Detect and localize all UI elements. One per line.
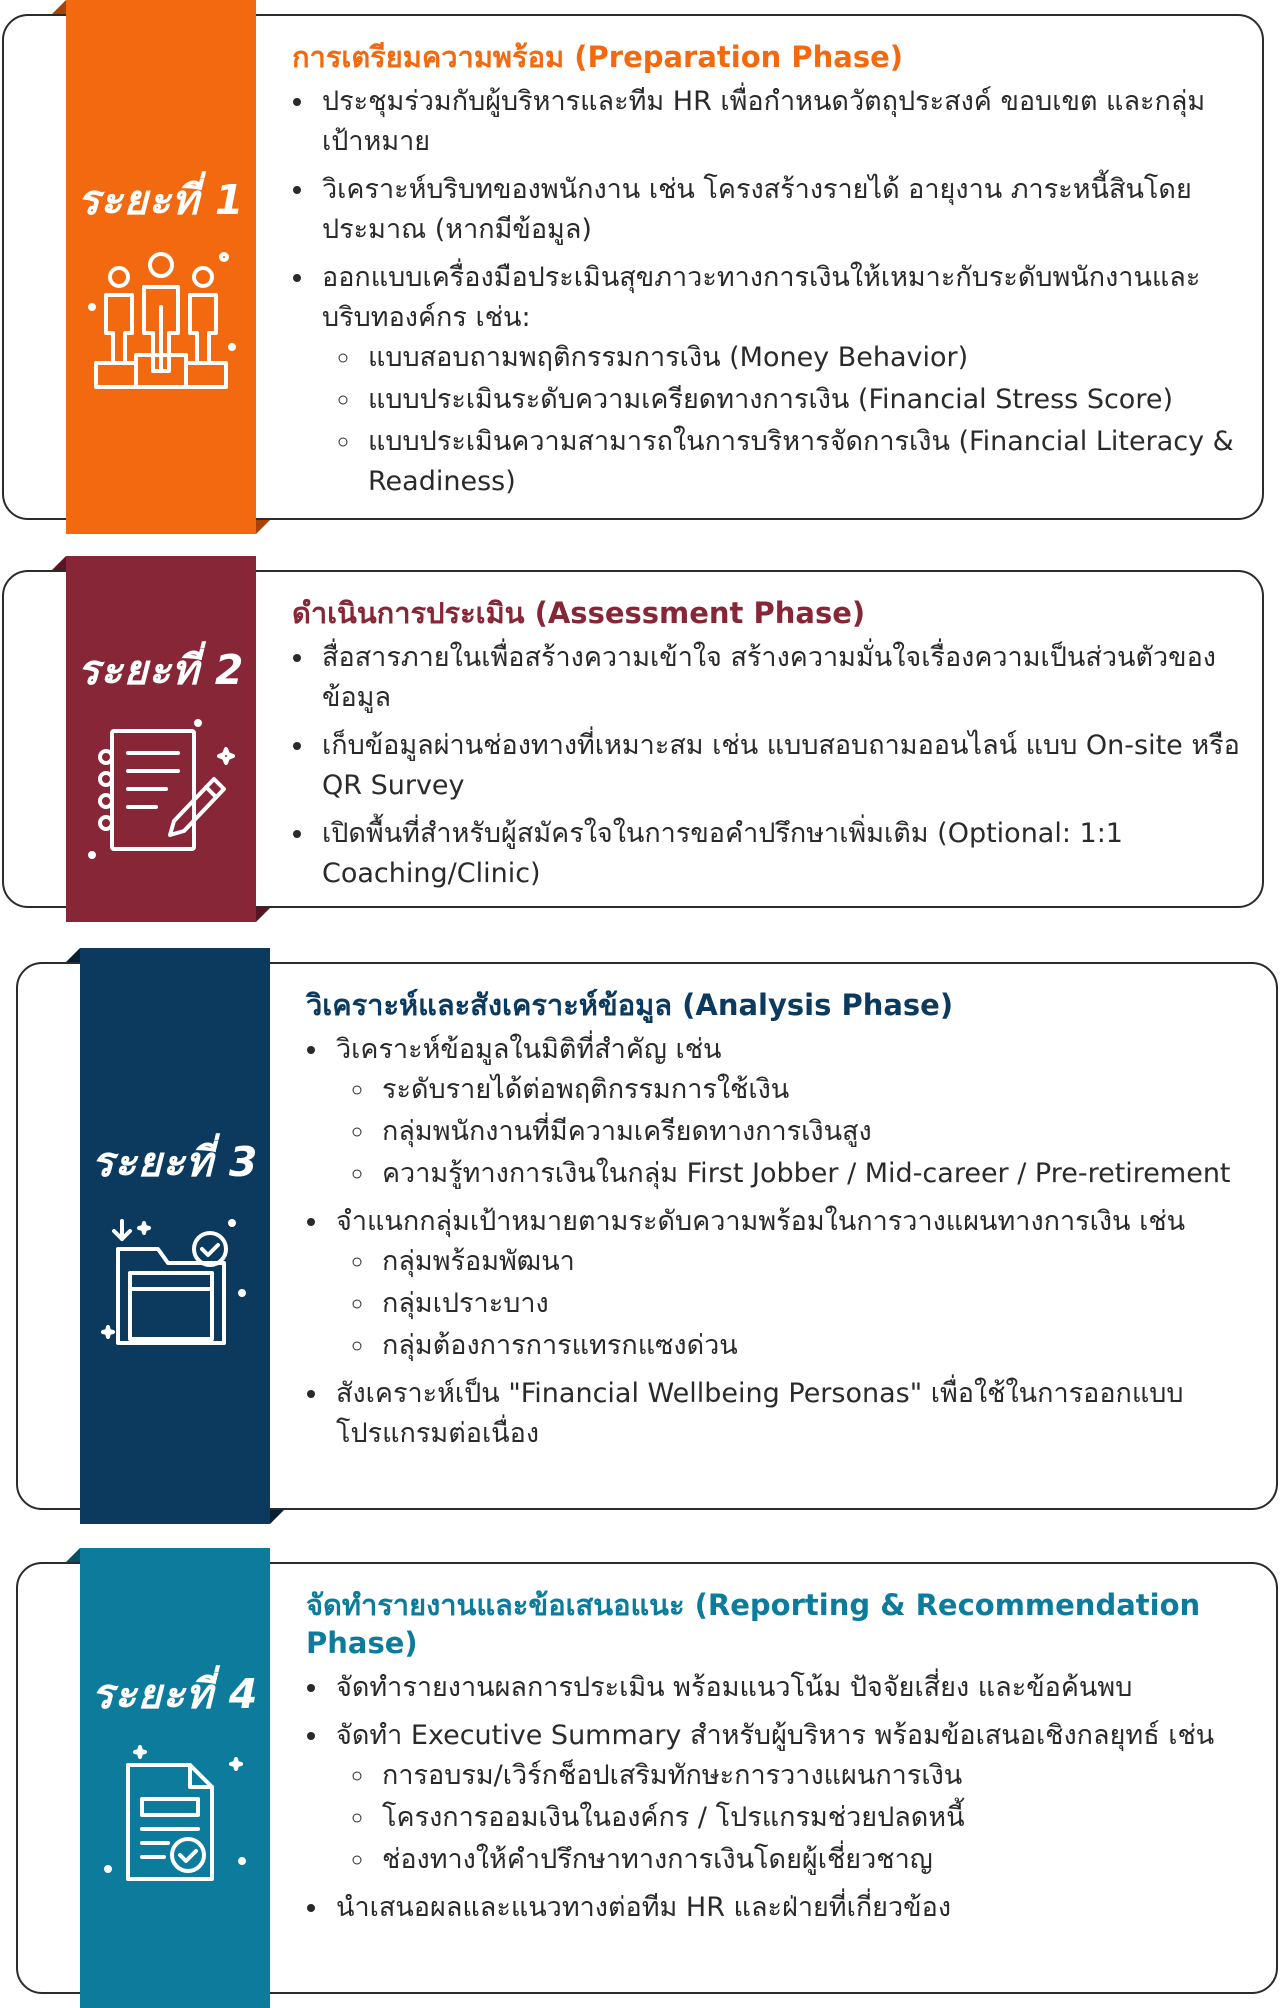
phase-1-list: [292, 82, 1242, 502]
sub-list-item: ◦ แบบสอบถามพฤติกรรมการเงิน (Money Behavior): [362, 338, 1242, 378]
list-item: • เก็บข้อมูลผ่านช่องทางที่เหมาะสม เช่น แบบสอบถามออนไลน์ แบบ On-site หรือ QR Survey: [316, 726, 1242, 806]
phase-3-list: [306, 1030, 1256, 1454]
sub-list-item: ◦ แบบประเมินระดับความเครียดทางการเงิน (Financial Stress Score): [362, 380, 1242, 420]
sub-list-item: ◦ กลุ่มพร้อมพัฒนา: [376, 1242, 1256, 1282]
list-item: • สื่อสารภายในเพื่อสร้างความเข้าใจ สร้างความมั่นใจเรื่องความเป็นส่วนตัวของข้อมูล: [316, 638, 1242, 718]
list-item: • สังเคราะห์เป็น "Financial Wellbeing Personas" เพื่อใช้ในการออกแบบโปรแกรมต่อเนื่อง: [330, 1374, 1256, 1454]
phase-2-label: ระยะที่ 2: [77, 646, 245, 694]
sub-list: [336, 1756, 1266, 1880]
phase-3-content: [306, 986, 1256, 1462]
sub-list-item: ◦ กลุ่มเปราะบาง: [376, 1284, 1256, 1324]
phase-1-content: [292, 38, 1242, 510]
phase-4-content: [306, 1586, 1266, 1936]
list-item: • ออกแบบเครื่องมือประเมินสุขภาวะทางการเงินให้เหมาะกับระดับพนักงานและบริบทองค์กร เช่น: ◦ แบบสอบถามพฤติกรรมการเงิน (Money Behavior) ◦ แบบประเมินระดับความเครียดทางการเงิน (Financial Stress Score) ◦ แบบประเมินความสามารถในการบริหารจัดการเงิน (Financial Literacy & Readiness): [316, 258, 1242, 502]
phase-4-title: จัดทำรายงานและข้อเสนอแนะ (Reporting & Recommendation Phase): [306, 1588, 1201, 1660]
list-item: • ประชุมร่วมกับผู้บริหารและทีม HR เพื่อกำหนดวัตถุประสงค์ ขอบเขต และกลุ่มเป้าหมาย: [316, 82, 1242, 162]
phase-1-label: ระยะที่ 1: [77, 176, 245, 224]
phase-2-content: [292, 594, 1242, 902]
phase-2-title: ดำเนินการประเมิน (Assessment Phase): [292, 596, 866, 630]
phase-3-title: วิเคราะห์และสังเคราะห์ข้อมูล (Analysis Phase): [306, 988, 954, 1022]
notepad-pen-icon: [86, 717, 236, 871]
list-item: • เปิดพื้นที่สำหรับผู้สมัครใจในการขอคำปรึกษาเพิ่มเติม (Optional: 1:1 Coaching/Clinic): [316, 814, 1242, 894]
phase-3-label: ระยะที่ 3: [91, 1138, 259, 1186]
folder-check-icon: [100, 1209, 250, 1363]
people-podium-icon: [86, 247, 236, 401]
phase-4-list: [306, 1668, 1266, 1928]
phase-2-tab: [66, 556, 256, 922]
sub-list: [336, 1070, 1256, 1194]
sub-list-item: ◦ ช่องทางให้คำปรึกษาทางการเงินโดยผู้เชี่ยวชาญ: [376, 1840, 1266, 1880]
phase-1-title: การเตรียมความพร้อม (Preparation Phase): [292, 40, 904, 74]
phase-2-list: [292, 638, 1242, 894]
list-item: • จัดทำ Executive Summary สำหรับผู้บริหาร พร้อมข้อเสนอเชิงกลยุทธ์ เช่น ◦ การอบรม/เวิร์กช็อปเสริมทักษะการวางแผนการเงิน ◦ โครงการออมเงินในองค์กร / โปรแกรมช่วยปลดหนี้ ◦ ช่องทางให้คำปรึกษาทางการเงินโดยผู้เชี่ยวชาญ: [330, 1716, 1266, 1880]
list-item: • วิเคราะห์ข้อมูลในมิติที่สำคัญ เช่น ◦ ระดับรายได้ต่อพฤติกรรมการใช้เงิน ◦ กลุ่มพนักงานที่มีความเครียดทางการเงินสูง ◦ ความรู้ทางการเงินในกลุ่ม First Jobber / Mid-career / Pre-retirement: [330, 1030, 1256, 1194]
phase-1-tab: [66, 0, 256, 534]
sub-list-item: ◦ แบบประเมินความสามารถในการบริหารจัดการเงิน (Financial Literacy & Readiness): [362, 422, 1242, 502]
sub-list-item: ◦ กลุ่มพนักงานที่มีความเครียดทางการเงินสูง: [376, 1112, 1256, 1152]
phase-3-tab: [80, 948, 270, 1524]
list-item: • จัดทำรายงานผลการประเมิน พร้อมแนวโน้ม ปัจจัยเสี่ยง และข้อค้นพบ: [330, 1668, 1266, 1708]
report-check-icon: [100, 1741, 250, 1895]
list-item: • นำเสนอผลและแนวทางต่อทีม HR และฝ่ายที่เกี่ยวข้อง: [330, 1888, 1266, 1928]
list-item: • จำแนกกลุ่มเป้าหมายตามระดับความพร้อมในการวางแผนทางการเงิน เช่น ◦ กลุ่มพร้อมพัฒนา ◦ กลุ่มเปราะบาง ◦ กลุ่มต้องการการแทรกแซงด่วน: [330, 1202, 1256, 1366]
sub-list: [322, 338, 1242, 502]
phase-4-label: ระยะที่ 4: [91, 1670, 259, 1718]
sub-list-item: ◦ โครงการออมเงินในองค์กร / โปรแกรมช่วยปลดหนี้: [376, 1798, 1266, 1838]
list-item: • วิเคราะห์บริบทของพนักงาน เช่น โครงสร้างรายได้ อายุงาน ภาระหนี้สินโดยประมาณ (หากมีข้อมูล): [316, 170, 1242, 250]
sub-list-item: ◦ ความรู้ทางการเงินในกลุ่ม First Jobber / Mid-career / Pre-retirement: [376, 1154, 1256, 1194]
sub-list-item: ◦ การอบรม/เวิร์กช็อปเสริมทักษะการวางแผนการเงิน: [376, 1756, 1266, 1796]
sub-list-item: ◦ ระดับรายได้ต่อพฤติกรรมการใช้เงิน: [376, 1070, 1256, 1110]
sub-list-item: ◦ กลุ่มต้องการการแทรกแซงด่วน: [376, 1326, 1256, 1366]
sub-list: [336, 1242, 1256, 1366]
phase-4-tab: [80, 1548, 270, 2008]
